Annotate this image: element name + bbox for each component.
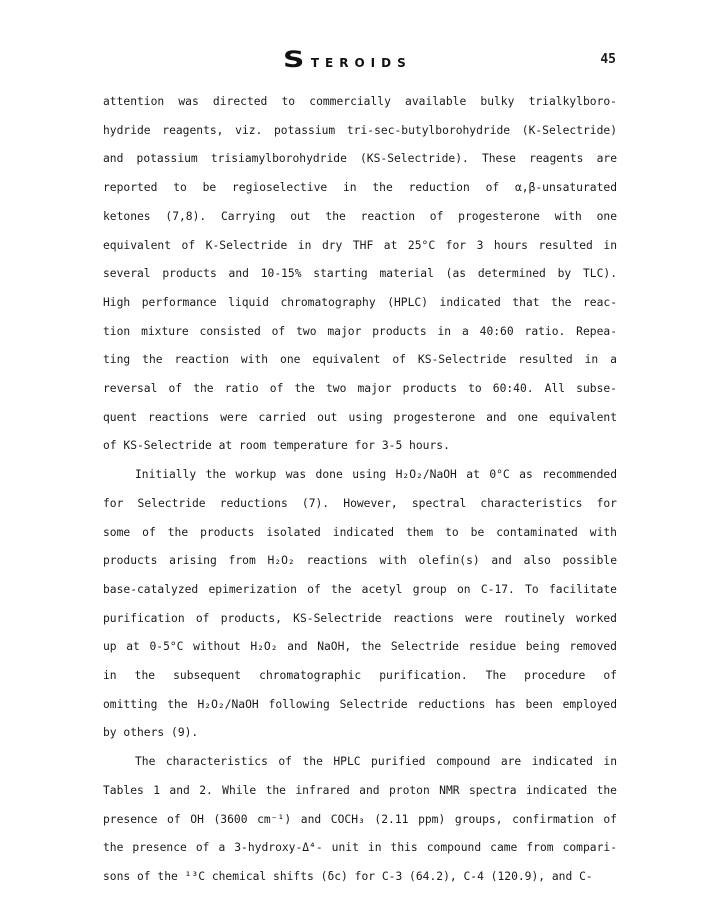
body-text — [103, 88, 617, 892]
text-line: quent reactions were carried out using progesterone and one equivalent — [103, 410, 617, 424]
text-line: by others (9). — [103, 726, 199, 740]
paragraph — [103, 748, 617, 892]
text-line: Tables 1 and 2. While the infrared and proton NMR spectra indicated the — [103, 783, 617, 797]
text-line: presence of OH (3600 cm⁻¹) and COCH₃ (2.11 ppm) groups, confirmation of — [103, 812, 617, 826]
journal-logo-initial: S — [283, 48, 308, 73]
text-line: base-catalyzed epimerization of the acetyl group on C-17. To facilitate — [103, 582, 617, 596]
text-line: products arising from H₂O₂ reactions with olefin(s) and also possible — [103, 554, 617, 568]
text-line: some of the products isolated indicated them to be contaminated with — [103, 525, 617, 539]
text-line: High performance liquid chromatography (HPLC) indicated that the reac- — [103, 295, 617, 309]
paragraph — [103, 461, 617, 748]
text-line: several products and 10-15% starting material (as determined by TLC). — [103, 267, 617, 281]
journal-logo-rest: TEROIDS — [310, 56, 412, 70]
page-number: 45 — [600, 52, 616, 67]
text-line: reversal of the ratio of the two major products to 60:40. All subse- — [103, 382, 617, 396]
text-line: reported to be regioselective in the reduction of α,β-unsaturated — [103, 181, 617, 195]
text-line: sons of the ¹³C chemical shifts (δc) for C-3 (64.2), C-4 (120.9), and C- — [103, 869, 593, 883]
text-line: and potassium trisiamylborohydride (KS-Selectride). These reagents are — [103, 152, 617, 166]
text-line: the presence of a 3-hydroxy-Δ⁴- unit in this compound came from compari- — [103, 841, 617, 855]
journal-logo — [283, 48, 412, 73]
text-line: hydride reagents, viz. potassium tri-sec-butylborohydride (K-Selectride) — [103, 123, 617, 137]
text-line: omitting the H₂O₂/NaOH following Selectride reductions has been employed — [103, 697, 617, 711]
text-line: up at 0-5°C without H₂O₂ and NaOH, the Selectride residue being removed — [103, 640, 617, 654]
text-line: ting the reaction with one equivalent of KS-Selectride resulted in a — [103, 353, 617, 367]
text-line: equivalent of K-Selectride in dry THF at 25°C for 3 hours resulted in — [103, 238, 617, 252]
text-line: in the subsequent chromatographic purification. The procedure of — [103, 669, 617, 683]
text-line: The characteristics of the HPLC purified compound are indicated in — [135, 755, 617, 769]
text-line: of KS-Selectride at room temperature for 3-5 hours. — [103, 439, 450, 453]
text-line: purification of products, KS-Selectride reactions were routinely worked — [103, 611, 617, 625]
running-header — [0, 44, 719, 73]
text-line: attention was directed to commercially available bulky trialkylboro- — [103, 95, 617, 108]
paragraph — [103, 88, 617, 461]
text-line: ketones (7,8). Carrying out the reaction of progesterone with one — [103, 209, 617, 223]
text-line: for Selectride reductions (7). However, spectral characteristics for — [103, 496, 617, 510]
text-line: tion mixture consisted of two major products in a 40:60 ratio. Repea- — [103, 324, 617, 338]
text-line: Initially the workup was done using H₂O₂/NaOH at 0°C as recommended — [135, 468, 617, 482]
